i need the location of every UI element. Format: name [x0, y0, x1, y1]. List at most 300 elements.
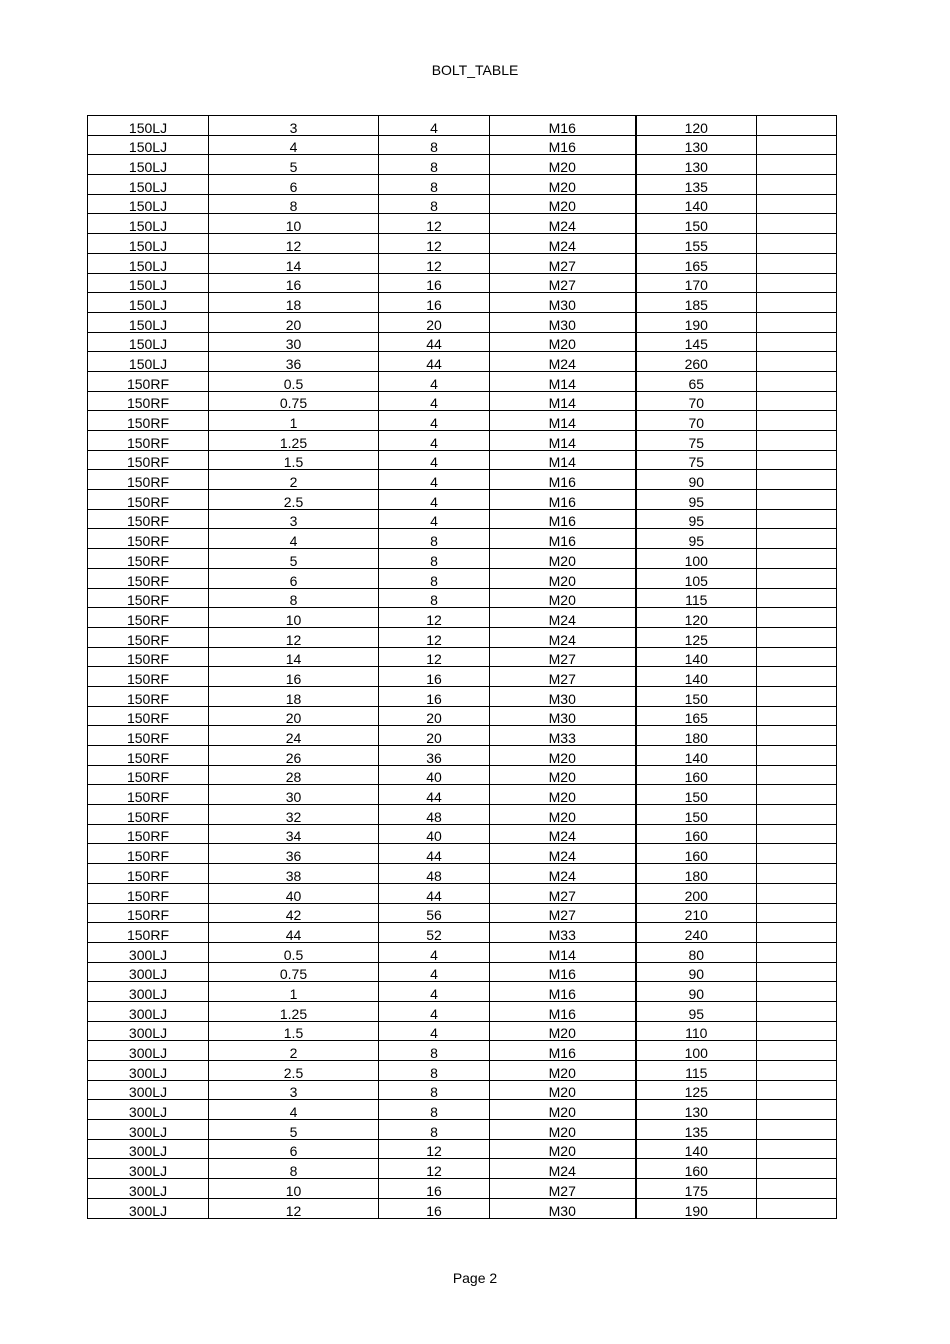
blank-cell: [757, 805, 837, 825]
bolt-count-cell: 40: [379, 765, 490, 785]
bolt-thread-cell: M30: [490, 1198, 636, 1218]
bolt-count-cell: 4: [379, 942, 490, 962]
bolt-table-body: [88, 116, 837, 1219]
flange-class-cell: 150RF: [88, 805, 209, 825]
table-row: [88, 588, 837, 608]
bolt-length-cell: 95: [636, 1001, 757, 1021]
flange-class-cell: 150RF: [88, 470, 209, 490]
bolt-count-cell: 12: [379, 253, 490, 273]
bolt-length-cell: 115: [636, 1061, 757, 1081]
bolt-length-cell: 175: [636, 1179, 757, 1199]
blank-cell: [757, 726, 837, 746]
blank-cell: [757, 175, 837, 195]
blank-cell: [757, 253, 837, 273]
size-cell: 5: [209, 1120, 379, 1140]
bolt-length-cell: 80: [636, 942, 757, 962]
size-cell: 28: [209, 765, 379, 785]
bolt-count-cell: 4: [379, 490, 490, 510]
flange-class-cell: 150RF: [88, 706, 209, 726]
table-row: [88, 1021, 837, 1041]
bolt-thread-cell: M16: [490, 470, 636, 490]
bolt-thread-cell: M16: [490, 116, 636, 136]
flange-class-cell: 150LJ: [88, 293, 209, 313]
bolt-thread-cell: M20: [490, 155, 636, 175]
bolt-count-cell: 4: [379, 391, 490, 411]
bolt-thread-cell: M20: [490, 1139, 636, 1159]
bolt-length-cell: 70: [636, 411, 757, 431]
size-cell: 1.25: [209, 1001, 379, 1021]
table-row: [88, 293, 837, 313]
bolt-thread-cell: M16: [490, 1001, 636, 1021]
bolt-thread-cell: M27: [490, 273, 636, 293]
blank-cell: [757, 923, 837, 943]
bolt-length-cell: 100: [636, 1041, 757, 1061]
size-cell: 44: [209, 923, 379, 943]
flange-class-cell: 150RF: [88, 568, 209, 588]
blank-cell: [757, 824, 837, 844]
table-row: [88, 1198, 837, 1218]
table-row: [88, 253, 837, 273]
flange-class-cell: 300LJ: [88, 942, 209, 962]
table-row: [88, 332, 837, 352]
table-row: [88, 805, 837, 825]
bolt-count-cell: 4: [379, 470, 490, 490]
flange-class-cell: 150RF: [88, 490, 209, 510]
bolt-count-cell: 44: [379, 332, 490, 352]
bolt-thread-cell: M33: [490, 726, 636, 746]
bolt-length-cell: 110: [636, 1021, 757, 1041]
blank-cell: [757, 450, 837, 470]
page-number: Page 2: [452, 1270, 498, 1286]
size-cell: 6: [209, 1139, 379, 1159]
bolt-thread-cell: M24: [490, 824, 636, 844]
size-cell: 10: [209, 608, 379, 628]
bolt-length-cell: 190: [636, 312, 757, 332]
blank-cell: [757, 864, 837, 884]
table-row: [88, 135, 837, 155]
flange-class-cell: 150RF: [88, 903, 209, 923]
bolt-length-cell: 115: [636, 588, 757, 608]
page-title: BOLT_TABLE: [431, 62, 519, 78]
flange-class-cell: 150RF: [88, 529, 209, 549]
bolt-length-cell: 260: [636, 352, 757, 372]
table-row: [88, 962, 837, 982]
flange-class-cell: 150RF: [88, 824, 209, 844]
size-cell: 4: [209, 1100, 379, 1120]
blank-cell: [757, 312, 837, 332]
flange-class-cell: 150LJ: [88, 214, 209, 234]
bolt-count-cell: 8: [379, 549, 490, 569]
bolt-count-cell: 12: [379, 214, 490, 234]
blank-cell: [757, 765, 837, 785]
size-cell: 0.75: [209, 391, 379, 411]
blank-cell: [757, 470, 837, 490]
blank-cell: [757, 785, 837, 805]
size-cell: 14: [209, 253, 379, 273]
size-cell: 18: [209, 293, 379, 313]
bolt-count-cell: 16: [379, 1198, 490, 1218]
flange-class-cell: 150RF: [88, 549, 209, 569]
blank-cell: [757, 293, 837, 313]
table-row: [88, 155, 837, 175]
size-cell: 30: [209, 332, 379, 352]
blank-cell: [757, 1041, 837, 1061]
table-row: [88, 234, 837, 254]
bolt-thread-cell: M14: [490, 431, 636, 451]
flange-class-cell: 150RF: [88, 411, 209, 431]
size-cell: 24: [209, 726, 379, 746]
blank-cell: [757, 1198, 837, 1218]
bolt-thread-cell: M16: [490, 490, 636, 510]
blank-cell: [757, 1120, 837, 1140]
size-cell: 36: [209, 352, 379, 372]
size-cell: 4: [209, 135, 379, 155]
bolt-count-cell: 12: [379, 1139, 490, 1159]
table-row: [88, 411, 837, 431]
flange-class-cell: 300LJ: [88, 1198, 209, 1218]
bolt-length-cell: 170: [636, 273, 757, 293]
size-cell: 36: [209, 844, 379, 864]
bolt-count-cell: 8: [379, 1041, 490, 1061]
bolt-length-cell: 160: [636, 824, 757, 844]
flange-class-cell: 150RF: [88, 746, 209, 766]
size-cell: 4: [209, 529, 379, 549]
bolt-thread-cell: M27: [490, 647, 636, 667]
bolt-thread-cell: M27: [490, 903, 636, 923]
table-row: [88, 726, 837, 746]
bolt-length-cell: 180: [636, 726, 757, 746]
bolt-length-cell: 165: [636, 253, 757, 273]
bolt-count-cell: 16: [379, 686, 490, 706]
bolt-count-cell: 8: [379, 1061, 490, 1081]
bolt-table-container: [87, 115, 836, 1219]
bolt-count-cell: 8: [379, 588, 490, 608]
bolt-length-cell: 210: [636, 903, 757, 923]
blank-cell: [757, 371, 837, 391]
bolt-thread-cell: M20: [490, 785, 636, 805]
bolt-thread-cell: M30: [490, 706, 636, 726]
blank-cell: [757, 352, 837, 372]
bolt-length-cell: 185: [636, 293, 757, 313]
bolt-length-cell: 75: [636, 431, 757, 451]
bolt-thread-cell: M24: [490, 214, 636, 234]
blank-cell: [757, 1061, 837, 1081]
bolt-count-cell: 36: [379, 746, 490, 766]
flange-class-cell: 150RF: [88, 883, 209, 903]
bolt-thread-cell: M16: [490, 1041, 636, 1061]
bolt-count-cell: 16: [379, 293, 490, 313]
blank-cell: [757, 490, 837, 510]
flange-class-cell: 150RF: [88, 588, 209, 608]
bolt-thread-cell: M24: [490, 627, 636, 647]
bolt-length-cell: 120: [636, 116, 757, 136]
blank-cell: [757, 1080, 837, 1100]
blank-cell: [757, 588, 837, 608]
table-row: [88, 1061, 837, 1081]
size-cell: 26: [209, 746, 379, 766]
size-cell: 2.5: [209, 490, 379, 510]
bolt-thread-cell: M20: [490, 1100, 636, 1120]
flange-class-cell: 300LJ: [88, 1159, 209, 1179]
bolt-thread-cell: M24: [490, 234, 636, 254]
bolt-count-cell: 44: [379, 883, 490, 903]
blank-cell: [757, 135, 837, 155]
flange-class-cell: 150RF: [88, 864, 209, 884]
table-row: [88, 785, 837, 805]
flange-class-cell: 300LJ: [88, 1021, 209, 1041]
bolt-length-cell: 145: [636, 332, 757, 352]
blank-cell: [757, 746, 837, 766]
blank-cell: [757, 332, 837, 352]
size-cell: 18: [209, 686, 379, 706]
table-row: [88, 549, 837, 569]
table-row: [88, 746, 837, 766]
size-cell: 32: [209, 805, 379, 825]
table-row: [88, 903, 837, 923]
bolt-thread-cell: M20: [490, 332, 636, 352]
flange-class-cell: 300LJ: [88, 1061, 209, 1081]
bolt-count-cell: 4: [379, 411, 490, 431]
bolt-count-cell: 4: [379, 509, 490, 529]
size-cell: 34: [209, 824, 379, 844]
size-cell: 3: [209, 116, 379, 136]
table-row: [88, 175, 837, 195]
size-cell: 38: [209, 864, 379, 884]
bolt-count-cell: 52: [379, 923, 490, 943]
size-cell: 6: [209, 175, 379, 195]
blank-cell: [757, 647, 837, 667]
bolt-count-cell: 12: [379, 627, 490, 647]
size-cell: 2: [209, 470, 379, 490]
bolt-count-cell: 48: [379, 864, 490, 884]
table-row: [88, 1120, 837, 1140]
flange-class-cell: 300LJ: [88, 1139, 209, 1159]
size-cell: 5: [209, 549, 379, 569]
size-cell: 1: [209, 411, 379, 431]
bolt-length-cell: 130: [636, 135, 757, 155]
bolt-count-cell: 16: [379, 273, 490, 293]
table-row: [88, 883, 837, 903]
bolt-count-cell: 12: [379, 608, 490, 628]
flange-class-cell: 150RF: [88, 667, 209, 687]
bolt-thread-cell: M24: [490, 844, 636, 864]
bolt-length-cell: 120: [636, 608, 757, 628]
blank-cell: [757, 844, 837, 864]
blank-cell: [757, 273, 837, 293]
size-cell: 12: [209, 234, 379, 254]
bolt-length-cell: 240: [636, 923, 757, 943]
bolt-thread-cell: M20: [490, 1120, 636, 1140]
bolt-length-cell: 160: [636, 844, 757, 864]
bolt-thread-cell: M20: [490, 1061, 636, 1081]
flange-class-cell: 150LJ: [88, 253, 209, 273]
table-row: [88, 490, 837, 510]
bolt-thread-cell: M27: [490, 253, 636, 273]
blank-cell: [757, 549, 837, 569]
blank-cell: [757, 194, 837, 214]
flange-class-cell: 150LJ: [88, 273, 209, 293]
flange-class-cell: 150RF: [88, 923, 209, 943]
bolt-count-cell: 20: [379, 312, 490, 332]
bolt-length-cell: 125: [636, 627, 757, 647]
bolt-count-cell: 8: [379, 529, 490, 549]
table-row: [88, 686, 837, 706]
blank-cell: [757, 982, 837, 1002]
table-row: [88, 116, 837, 136]
bolt-thread-cell: M20: [490, 549, 636, 569]
bolt-thread-cell: M20: [490, 805, 636, 825]
flange-class-cell: 150LJ: [88, 194, 209, 214]
table-row: [88, 608, 837, 628]
blank-cell: [757, 903, 837, 923]
table-row: [88, 864, 837, 884]
flange-class-cell: 150LJ: [88, 234, 209, 254]
bolt-length-cell: 90: [636, 982, 757, 1002]
flange-class-cell: 150RF: [88, 726, 209, 746]
blank-cell: [757, 155, 837, 175]
bolt-length-cell: 95: [636, 529, 757, 549]
table-row: [88, 1100, 837, 1120]
bolt-length-cell: 140: [636, 647, 757, 667]
table-row: [88, 1139, 837, 1159]
flange-class-cell: 300LJ: [88, 1080, 209, 1100]
blank-cell: [757, 391, 837, 411]
flange-class-cell: 150RF: [88, 844, 209, 864]
size-cell: 1.5: [209, 1021, 379, 1041]
bolt-thread-cell: M20: [490, 1080, 636, 1100]
bolt-count-cell: 8: [379, 155, 490, 175]
bolt-thread-cell: M16: [490, 509, 636, 529]
bolt-length-cell: 135: [636, 1120, 757, 1140]
flange-class-cell: 300LJ: [88, 1179, 209, 1199]
bolt-length-cell: 165: [636, 706, 757, 726]
bolt-thread-cell: M14: [490, 371, 636, 391]
table-row: [88, 214, 837, 234]
flange-class-cell: 300LJ: [88, 982, 209, 1002]
size-cell: 6: [209, 568, 379, 588]
bolt-thread-cell: M27: [490, 667, 636, 687]
table-row: [88, 706, 837, 726]
size-cell: 20: [209, 312, 379, 332]
bolt-count-cell: 4: [379, 962, 490, 982]
blank-cell: [757, 529, 837, 549]
flange-class-cell: 150RF: [88, 686, 209, 706]
blank-cell: [757, 627, 837, 647]
bolt-count-cell: 8: [379, 194, 490, 214]
size-cell: 14: [209, 647, 379, 667]
flange-class-cell: 150RF: [88, 785, 209, 805]
bolt-count-cell: 8: [379, 568, 490, 588]
size-cell: 42: [209, 903, 379, 923]
table-row: [88, 391, 837, 411]
flange-class-cell: 150RF: [88, 431, 209, 451]
bolt-length-cell: 75: [636, 450, 757, 470]
bolt-thread-cell: M14: [490, 411, 636, 431]
table-row: [88, 1080, 837, 1100]
flange-class-cell: 150RF: [88, 450, 209, 470]
bolt-length-cell: 130: [636, 1100, 757, 1120]
flange-class-cell: 150RF: [88, 647, 209, 667]
bolt-length-cell: 100: [636, 549, 757, 569]
bolt-length-cell: 150: [636, 805, 757, 825]
blank-cell: [757, 667, 837, 687]
bolt-thread-cell: M14: [490, 391, 636, 411]
bolt-count-cell: 8: [379, 1080, 490, 1100]
size-cell: 20: [209, 706, 379, 726]
bolt-count-cell: 12: [379, 647, 490, 667]
flange-class-cell: 150LJ: [88, 312, 209, 332]
bolt-count-cell: 44: [379, 785, 490, 805]
bolt-length-cell: 160: [636, 1159, 757, 1179]
blank-cell: [757, 1021, 837, 1041]
bolt-table: [87, 115, 837, 1219]
size-cell: 2.5: [209, 1061, 379, 1081]
bolt-count-cell: 12: [379, 234, 490, 254]
bolt-count-cell: 8: [379, 1100, 490, 1120]
table-row: [88, 450, 837, 470]
table-row: [88, 529, 837, 549]
size-cell: 1: [209, 982, 379, 1002]
blank-cell: [757, 883, 837, 903]
blank-cell: [757, 1179, 837, 1199]
flange-class-cell: 150LJ: [88, 135, 209, 155]
size-cell: 0.75: [209, 962, 379, 982]
size-cell: 8: [209, 588, 379, 608]
bolt-length-cell: 90: [636, 470, 757, 490]
bolt-thread-cell: M30: [490, 293, 636, 313]
size-cell: 8: [209, 194, 379, 214]
flange-class-cell: 300LJ: [88, 1041, 209, 1061]
bolt-thread-cell: M27: [490, 883, 636, 903]
bolt-count-cell: 16: [379, 667, 490, 687]
size-cell: 12: [209, 1198, 379, 1218]
bolt-length-cell: 180: [636, 864, 757, 884]
flange-class-cell: 300LJ: [88, 1001, 209, 1021]
flange-class-cell: 150RF: [88, 627, 209, 647]
flange-class-cell: 150RF: [88, 371, 209, 391]
bolt-count-cell: 4: [379, 116, 490, 136]
bolt-thread-cell: M24: [490, 1159, 636, 1179]
size-cell: 1.25: [209, 431, 379, 451]
bolt-count-cell: 56: [379, 903, 490, 923]
bolt-thread-cell: M16: [490, 529, 636, 549]
bolt-length-cell: 200: [636, 883, 757, 903]
table-row: [88, 509, 837, 529]
size-cell: 16: [209, 667, 379, 687]
bolt-length-cell: 150: [636, 686, 757, 706]
flange-class-cell: 150RF: [88, 391, 209, 411]
flange-class-cell: 300LJ: [88, 1120, 209, 1140]
blank-cell: [757, 568, 837, 588]
table-row: [88, 1001, 837, 1021]
blank-cell: [757, 1139, 837, 1159]
bolt-count-cell: 8: [379, 135, 490, 155]
bolt-length-cell: 125: [636, 1080, 757, 1100]
table-row: [88, 667, 837, 687]
bolt-length-cell: 140: [636, 667, 757, 687]
blank-cell: [757, 509, 837, 529]
flange-class-cell: 150LJ: [88, 352, 209, 372]
bolt-count-cell: 4: [379, 371, 490, 391]
table-row: [88, 470, 837, 490]
bolt-thread-cell: M24: [490, 864, 636, 884]
blank-cell: [757, 1100, 837, 1120]
bolt-count-cell: 4: [379, 431, 490, 451]
bolt-count-cell: 8: [379, 1120, 490, 1140]
blank-cell: [757, 234, 837, 254]
bolt-length-cell: 140: [636, 194, 757, 214]
bolt-count-cell: 44: [379, 844, 490, 864]
